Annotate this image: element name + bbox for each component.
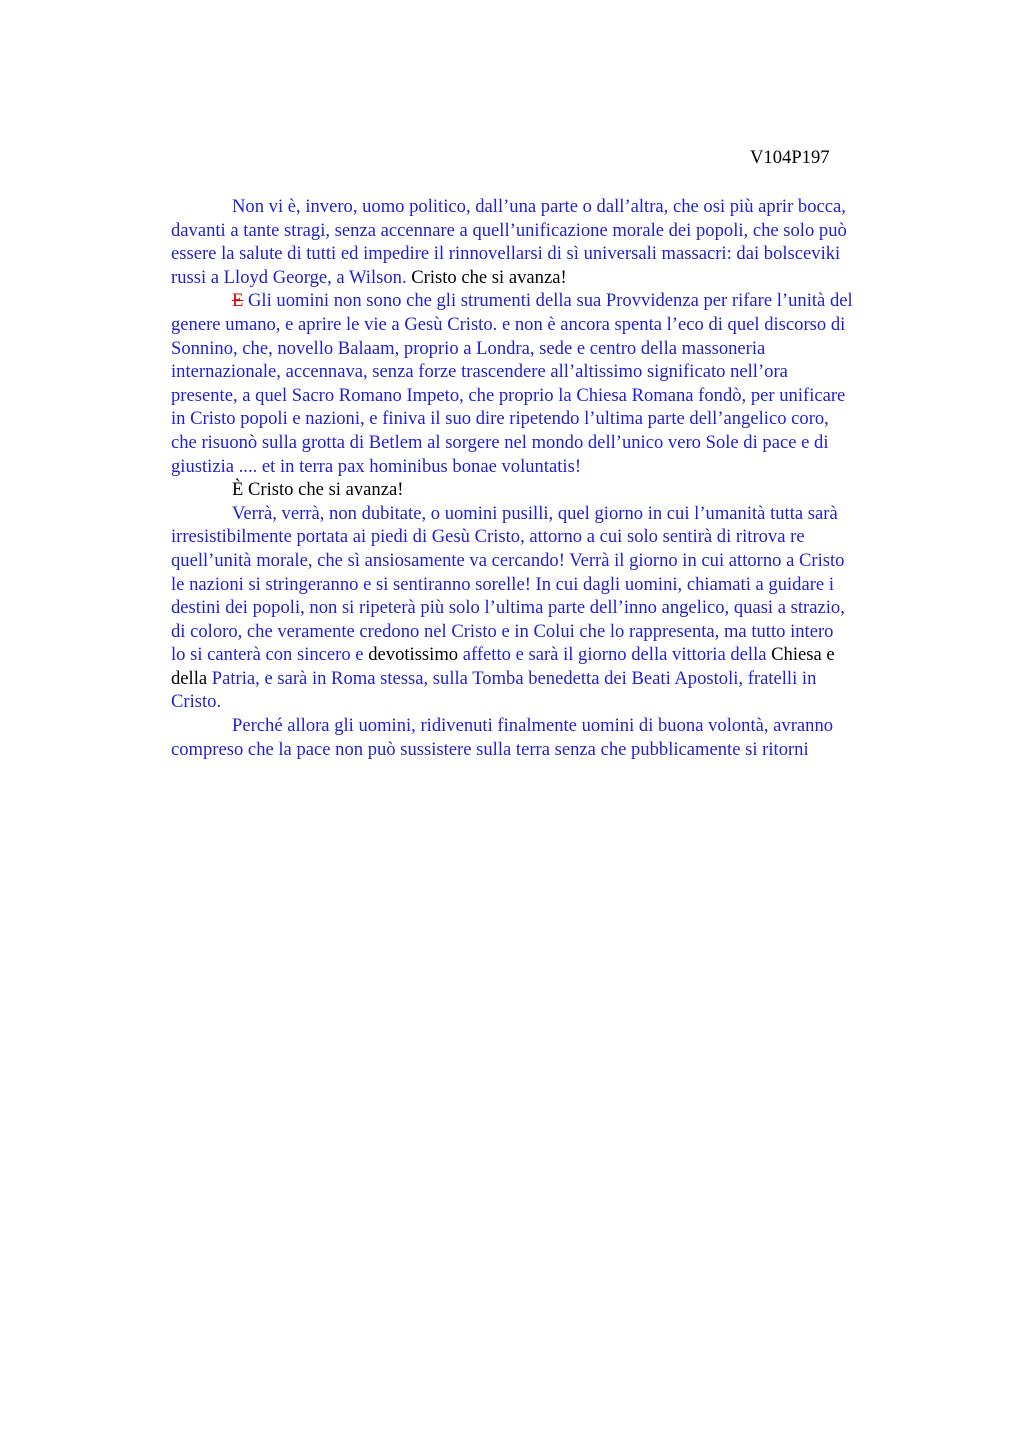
text-line xyxy=(171,620,931,644)
text-line xyxy=(171,455,931,479)
text-line xyxy=(171,690,931,714)
text-span: della xyxy=(171,667,212,689)
text-line xyxy=(171,360,931,384)
text-span: essere la salute di tutti ed impedire il rinnovellarsi di sì universali massacri: dai bolsceviki xyxy=(171,243,841,265)
text-span: Patria, e sarà in Roma stessa, sulla Tomba benedetta dei Beati Apostoli, fratelli in xyxy=(211,667,817,689)
text-line xyxy=(171,667,931,691)
text-line xyxy=(171,289,931,313)
text-line xyxy=(171,384,931,408)
text-span: russi a Lloyd George, a Wilson. xyxy=(171,266,412,288)
text-span: davanti a tante stragi, senza accennare a quell’unificazione morale dei popoli, che solo può xyxy=(171,219,847,241)
text-span: Verrà, verrà, non dubitate, o uomini pusilli, quel giorno in cui l’umanità tutta sarà xyxy=(232,502,838,524)
text-span: Cristo che si avanza! xyxy=(411,266,567,288)
text-line xyxy=(171,573,931,597)
text-span: compreso che la pace non può sussistere sulla terra senza che pubblicamente si ritorni xyxy=(171,738,809,760)
text-line xyxy=(171,549,931,573)
text-span: È Cristo che si avanza! xyxy=(232,479,404,501)
text-span: internazionale, accennava, senza forze trascendere all’altissimo significato nell’ora xyxy=(171,361,788,383)
text-line xyxy=(171,643,931,667)
text-span: di coloro, che veramente credono nel Cristo e in Colui che lo rappresenta, ma tutto intero xyxy=(171,620,834,642)
text-line xyxy=(171,242,931,266)
text-span: Sonnino, che, novello Balaam, proprio a Londra, sede e centro della massoneria xyxy=(171,337,766,359)
text-span: Non vi è, invero, uomo politico, dall’una parte o dall’altra, che osi più aprir bocca, xyxy=(232,196,846,217)
text-line xyxy=(171,337,931,361)
page-reference: V104P197 xyxy=(750,147,830,168)
text-span: le nazioni si stringeranno e si sentiranno sorelle! In cui dagli uomini, chiamati a guidare i xyxy=(171,573,834,595)
text-span: che risuonò sulla grotta di Betlem al sorgere nel mondo dell’unico vero Sole di pace e di xyxy=(171,431,829,453)
text-span: irresistibilmente portata ai piedi di Gesù Cristo, attorno a cui solo sentirà di ritrova re xyxy=(171,526,805,548)
text-span: giustizia .... et in terra pax hominibus bonae voluntatis! xyxy=(171,455,582,477)
text-span: in Cristo popoli e nazioni, e finiva il suo dire ripetendo l’ultima parte dell’angelico coro, xyxy=(171,408,829,430)
text-line xyxy=(171,219,931,243)
text-span: presente, a quel Sacro Romano Impeto, che proprio la Chiesa Romana fondò, per unificare xyxy=(171,384,846,406)
text-line xyxy=(171,313,931,337)
text-line xyxy=(171,714,931,738)
text-span: Perché allora gli uomini, ridivenuti finalmente uomini di buona volontà, avranno xyxy=(232,715,834,737)
text-line xyxy=(171,431,931,455)
text-line xyxy=(171,195,931,219)
text-span: devotissimo xyxy=(368,644,463,666)
text-line xyxy=(171,738,931,762)
text-line xyxy=(171,478,931,502)
text-span: lo si canterà con sincero e xyxy=(171,644,369,666)
text-line xyxy=(171,407,931,431)
text-span: Gli uomini non sono che gli strumenti della sua Provvidenza per rifare l’unità del xyxy=(243,290,853,312)
text-span: Cristo. xyxy=(171,691,222,713)
document-body xyxy=(171,195,931,761)
text-span: genere umano, e aprire le vie a Gesù Cristo. e non è ancora spenta l’eco di quel discorso di xyxy=(171,313,846,335)
deleted-text: E xyxy=(232,290,244,312)
text-line xyxy=(171,596,931,620)
text-span: quell’unità morale, che sì ansiosamente va cercando! Verrà il giorno in cui attorno a Cristo xyxy=(171,549,845,571)
text-span: destini dei popoli, non si ripeterà più solo l’ultima parte dell’inno angelico, quasi a strazio, xyxy=(171,597,845,619)
text-span: Chiesa e xyxy=(771,644,835,666)
text-line xyxy=(171,525,931,549)
text-line xyxy=(171,502,931,526)
text-span: affetto e sarà il giorno della vittoria della xyxy=(462,644,772,666)
text-line xyxy=(171,266,931,290)
